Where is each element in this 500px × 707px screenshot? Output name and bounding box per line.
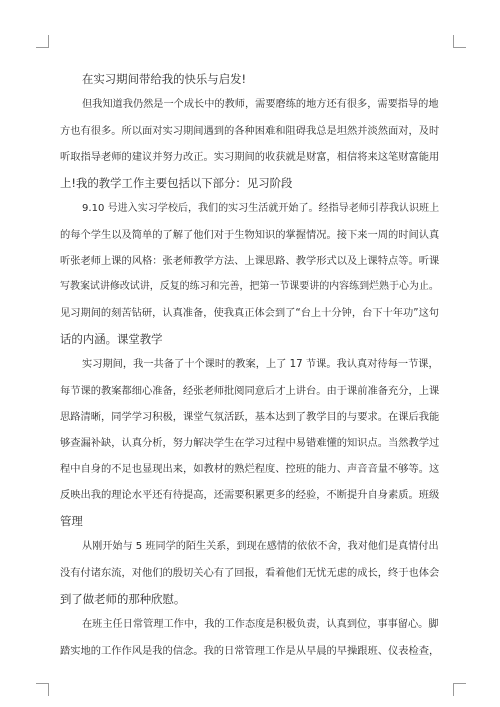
text-line: 到了做老师的那种欣慰。 <box>60 592 186 606</box>
text-line: 方也有很多。所以面对实习期间遇到的各种困难和阻碍我总是坦然并淡然面对，及时 <box>60 125 440 137</box>
text-line: 没有付诸东流，对他们的殷切关心有了回报，看着他们无忧无虑的成长，终于也体会 <box>60 567 440 579</box>
text-line: 从刚开始与 5 班同学的陌生关系，到现在感情的依依不舍，我对他们是真情付出 <box>82 541 439 552</box>
text-line: 踏实地的工作作风是我的信念。我的日常管理工作是从早晨的早操跟班、仪表检查， <box>60 645 440 657</box>
text-line: 思路清晰，同学学习积极，课堂气氛活跃，基本达到了教学目的与要求。在课后我能 <box>60 411 440 423</box>
text-line: 听取指导老师的建议并努力改正。实习期间的收获就是财富，相信将来这笔财富能用 <box>60 151 440 163</box>
text-line: 但我知道我仍然是一个成长中的教师，需要磨练的地方还有很多，需要指导的地 <box>82 99 439 110</box>
text-line: 程中自身的不足也显现出来，如教材的熟烂程度、控班的能力、声音音量不够等。这 <box>60 463 440 475</box>
text-line: 听张老师上课的风格：张老师教学方法、上课思路、教学形式以及上课特点等。听课 <box>60 255 440 267</box>
text-line: 在实习期间带给我的快乐与启发! <box>82 72 247 86</box>
text-line: 写教案试讲修改试讲，反复的练习和完善，把第一节课要讲的内容练到烂熟于心为止。 <box>60 281 439 292</box>
text-line: 话的内涵。课堂教学 <box>60 332 163 346</box>
crop-mark-bottom-left <box>36 683 49 696</box>
text-line: 反映出我的理论水平还有待提高，还需要积累更多的经验，不断提升自身素质。班级 <box>60 489 440 501</box>
text-line: 在班主任日常管理工作中，我的工作态度是积极负责，认真到位，事事留心。脚 <box>82 619 439 630</box>
text-line: 见习期间的刻苦钻研，认真准备，使我真正体会到了“台上十分钟，台下十年功”这句 <box>60 307 440 319</box>
text-line: 够查漏补缺，认真分析，努力解决学生在学习过程中易错难懂的知识点。当然教学过 <box>60 437 440 449</box>
text-line: 每节课的教案都细心准备，经张老师批阅同意后才上讲台。由于课前准备充分，上课 <box>60 385 440 397</box>
crop-mark-bottom-right <box>453 683 466 696</box>
crop-mark-top-right <box>453 35 466 48</box>
crop-mark-top-left <box>36 35 49 48</box>
text-line: 9.10 号进入实习学校后，我们的实习生活就开始了。经指导老师引荐我认识班上 <box>82 203 440 214</box>
text-line: 实习期间，我一共备了十个课时的教案，上了 17 节课。我认真对待每一节课， <box>82 359 439 370</box>
text-line: 管理 <box>60 514 83 528</box>
text-line: 的每个学生以及简单的了解了他们对于生物知识的掌握情况。接下来一周的时间认真 <box>60 229 440 241</box>
text-line: 上!我的教学工作主要包括以下部分：见习阶段 <box>60 176 293 190</box>
